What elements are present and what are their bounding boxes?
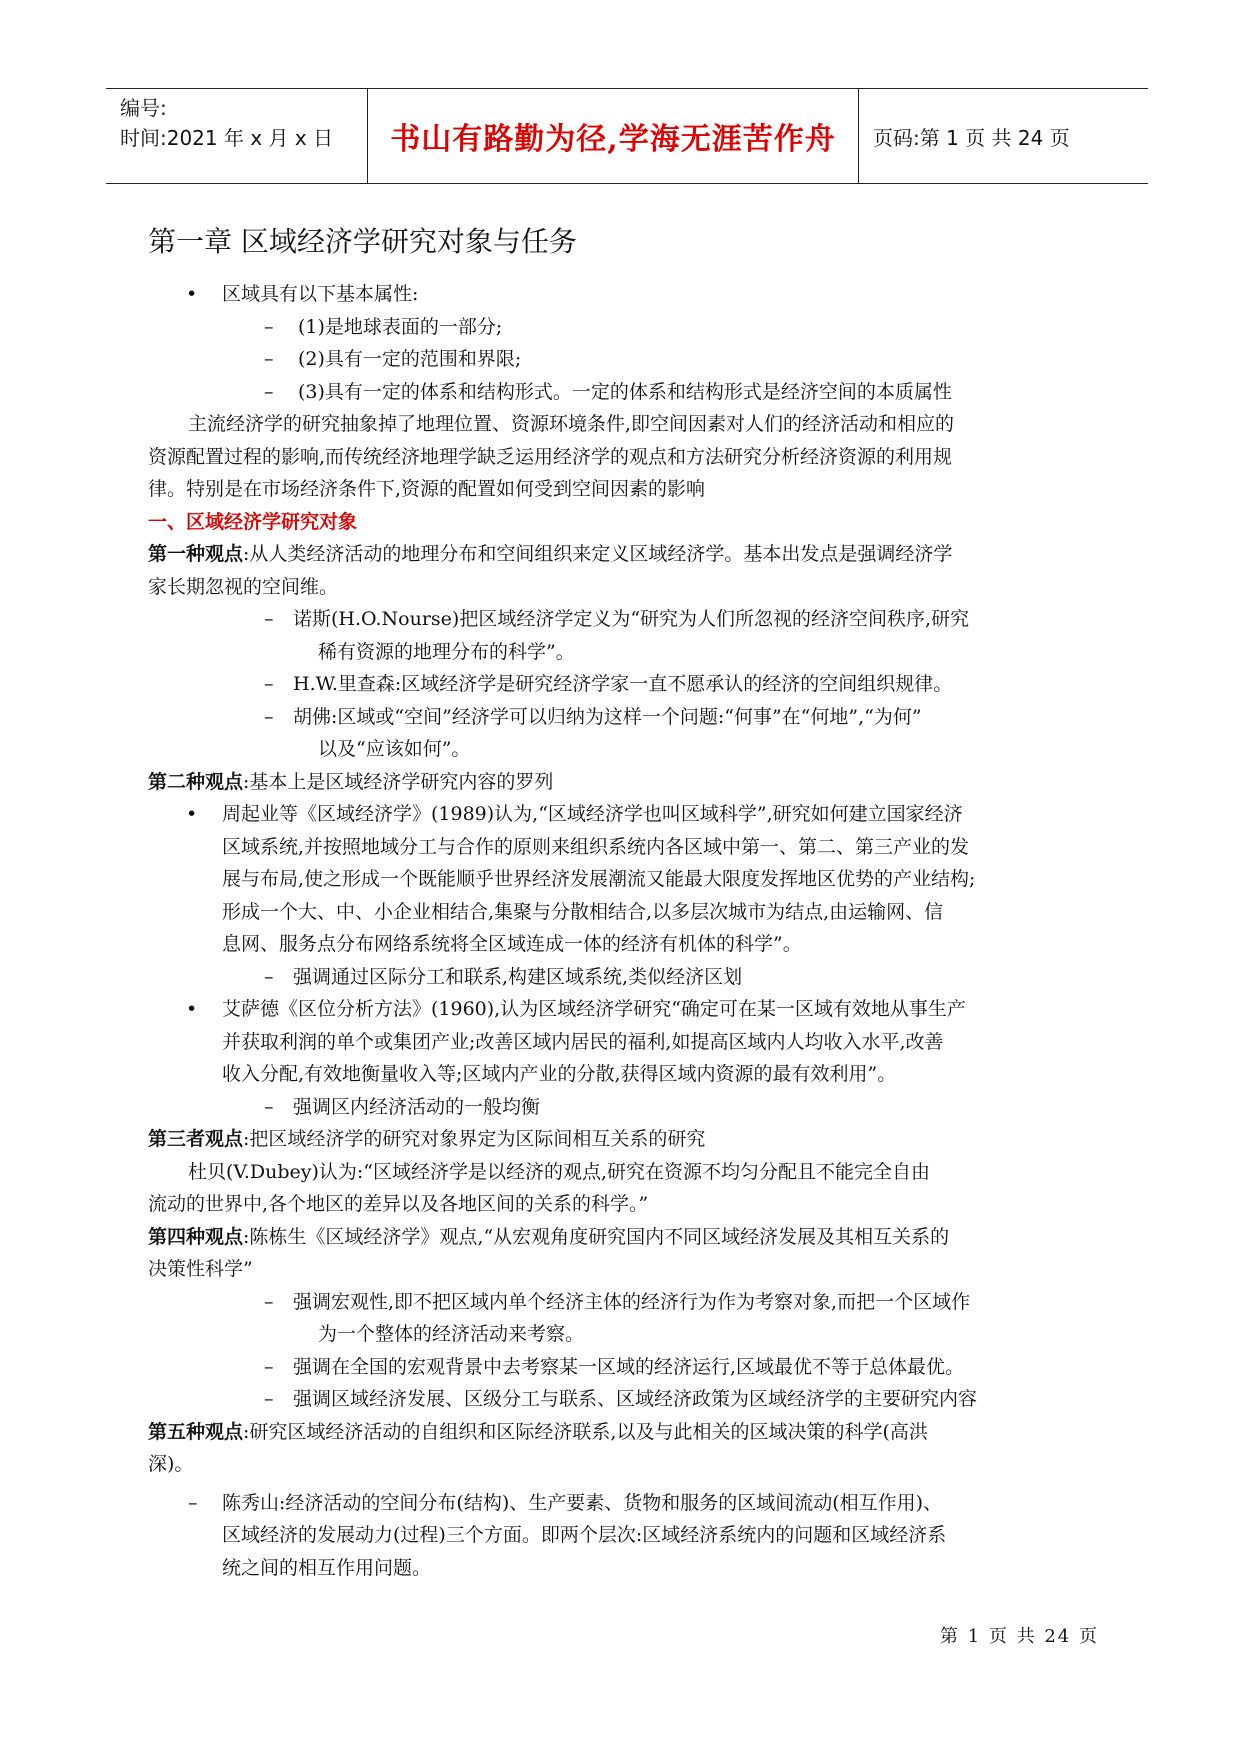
page-footer: 第 1 页 共 24 页 — [940, 1626, 1099, 1647]
paragraph-line — [148, 1221, 1108, 1254]
header-motto — [368, 89, 859, 183]
viewpoint-label: 第五种观点 — [148, 1420, 244, 1443]
list-item — [148, 668, 1108, 701]
list-item — [148, 961, 1108, 994]
paragraph-text: :从人类经济活动的地理分布和空间组织来定义区域经济学。基本出发点是强调经济学 — [243, 543, 953, 565]
list-item — [148, 1351, 1108, 1384]
list-item-text: 艾萨德《区位分析方法》(1960),认为区域经济学研究“确定可在某一区域有效地从事生产 — [222, 998, 966, 1020]
dash-mark: – — [264, 1355, 274, 1378]
list-item — [148, 278, 1108, 311]
paragraph-line: 深)。 — [148, 1453, 194, 1475]
list-item — [148, 603, 1108, 636]
paragraph-text: :研究区域经济活动的自组织和区际经济联系,以及与此相关的区域决策的科学(高洪 — [243, 1420, 928, 1443]
bullet-mark: • — [186, 998, 198, 1020]
list-item-text: 强调宏观性,即不把区域内单个经济主体的经济行为作为考察对象,而把一个区域作 — [293, 1290, 971, 1313]
dash-mark: – — [264, 705, 274, 728]
paragraph-text: :把区域经济学的研究对象界定为区际间相互关系的研究 — [243, 1128, 706, 1150]
viewpoint-label: 第一种观点 — [148, 543, 244, 565]
header-page — [859, 89, 1148, 183]
bullet-mark: • — [186, 283, 198, 305]
list-item — [148, 376, 1108, 409]
document-body — [148, 220, 1108, 1584]
list-item — [148, 1091, 1108, 1124]
list-item-text: 强调通过区际分工和联系,构建区域系统,类似经济区划 — [293, 965, 743, 988]
viewpoint-label: 第三者观点 — [148, 1128, 244, 1150]
dash-mark: – — [264, 380, 274, 403]
header-table — [106, 88, 1148, 184]
document-time: 时间:2021 年 x 月 x 日 — [120, 126, 334, 150]
dash-mark: – — [264, 965, 274, 988]
paragraph-line: 律。特别是在市场经济条件下,资源的配置如何受到空间因素的影响 — [148, 478, 706, 500]
paragraph-line — [148, 538, 1108, 571]
list-item-text: 强调在全国的宏观背景中去考察某一区域的经济运行,区域最优不等于总体最优。 — [293, 1355, 965, 1378]
paragraph-line — [148, 1416, 1108, 1449]
paragraph-text: :陈栋生《区域经济学》观点,“从宏观角度研究国内不同区域经济发展及其相互关系的 — [243, 1225, 950, 1248]
list-item-text: 诺斯(H.O.Nourse)把区域经济学定义为“研究为人们所忽视的经济空间秩序,研究 — [293, 608, 970, 630]
paragraph-text: :基本上是区域经济学研究内容的罗列 — [243, 770, 554, 793]
list-item — [148, 701, 1108, 734]
list-item-continuation: 统之间的相互作用问题。 — [222, 1556, 432, 1579]
dash-mark: – — [264, 1388, 274, 1410]
list-item-continuation: 并获取利润的单个或集团产业;改善区域内居民的福利,如提高区域内人均收入水平,改善 — [222, 1030, 944, 1053]
list-item-continuation: 稀有资源的地理分布的科学”。 — [318, 640, 575, 663]
dash-mark: – — [264, 1290, 274, 1313]
paragraph-line: 主流经济学的研究抽象掉了地理位置、资源环境条件,即空间因素对人们的经济活动和相应的 — [188, 413, 955, 435]
list-item — [148, 343, 1108, 376]
list-item-text: 强调区域经济发展、区级分工与联系、区域经济政策为区域经济学的主要研究内容 — [293, 1388, 978, 1410]
bullet-mark: • — [186, 803, 198, 825]
dash-mark: – — [188, 1491, 198, 1514]
page-indicator: 页码:第 1 页 共 24 页 — [873, 125, 1070, 150]
list-item — [148, 1383, 1108, 1416]
list-item — [148, 993, 1108, 1026]
dash-mark: – — [264, 608, 274, 630]
list-item-continuation: 为一个整体的经济活动来考察。 — [318, 1323, 585, 1345]
list-item-text: 胡佛:区域或“空间”经济学可以归纳为这样一个问题:“何事”在“何地”,“为何” — [293, 705, 922, 728]
dash-mark: – — [264, 315, 274, 338]
paragraph-line: 资源配置过程的影响,而传统经济地理学缺乏运用经济学的观点和方法研究分析经济资源的利用规 — [148, 445, 953, 468]
list-item-continuation: 区域经济的发展动力(过程)三个方面。即两个层次:区域经济系统内的问题和区域经济系 — [222, 1524, 947, 1546]
list-item-text: H.W.里查森:区域经济学是研究经济学家一直不愿承认的经济的空间组织规律。 — [293, 673, 953, 695]
list-item-continuation: 形成一个大、中、小企业相结合,集聚与分散相结合,以多层次城市为结点,由运输网、信 — [222, 900, 944, 923]
paragraph-line — [148, 1123, 1108, 1156]
header-meta — [106, 89, 368, 183]
section-heading: 一、区域经济学研究对象 — [148, 510, 358, 533]
dash-mark: – — [264, 673, 274, 695]
list-item-text: 强调区内经济活动的一般均衡 — [293, 1095, 541, 1118]
list-item-text: 周起业等《区域经济学》(1989)认为,“区域经济学也叫区域科学”,研究如何建立国家经济 — [222, 803, 963, 825]
list-item-continuation: 区域系统,并按照地域分工与合作的原则来组织系统内各区域中第一、第二、第三产业的发 — [222, 835, 970, 858]
list-item-text: (3)具有一定的体系和结构形式。一定的体系和结构形式是经济空间的本质属性 — [298, 380, 952, 403]
document-number: 编号: — [120, 96, 167, 120]
viewpoint-label: 第二种观点 — [148, 770, 244, 793]
paragraph-line — [148, 766, 1108, 799]
list-item-continuation: 收入分配,有效地衡量收入等;区域内产业的分散,获得区域内资源的最有效利用”。 — [222, 1063, 897, 1085]
paragraph-line: 流动的世界中,各个地区的差异以及各地区间的关系的科学。” — [148, 1193, 649, 1215]
motto-text: 书山有路勤为径,学海无涯苦作舟 — [390, 122, 836, 157]
viewpoint-label: 第四种观点 — [148, 1225, 244, 1248]
dash-mark: – — [264, 348, 274, 370]
list-item-text: 陈秀山:经济活动的空间分布(结构)、生产要素、货物和服务的区域间流动(相互作用)、 — [222, 1491, 943, 1514]
list-item — [148, 1286, 1108, 1319]
paragraph-line: 家长期忽视的空间维。 — [148, 575, 339, 598]
list-item-text: (2)具有一定的范围和界限; — [298, 348, 522, 370]
list-item-continuation: 展与布局,使之形成一个既能顺乎世界经济发展潮流又能最大限度发挥地区优势的产业结构; — [222, 868, 976, 890]
dash-mark: – — [264, 1095, 274, 1118]
chapter-title: 第一章 区域经济学研究对象与任务 — [148, 225, 577, 258]
list-item-text: 区域具有以下基本属性: — [222, 283, 419, 305]
list-item-text: (1)是地球表面的一部分; — [298, 315, 503, 338]
list-item — [148, 798, 1108, 831]
paragraph-line: 决策性科学” — [148, 1258, 253, 1280]
list-item-continuation: 以及“应该如何”。 — [318, 738, 471, 760]
paragraph-line: 杜贝(V.Dubey)认为:“区域经济学是以经济的观点,研究在资源不均匀分配且不能完全自由 — [188, 1160, 931, 1183]
list-item-continuation: 息网、服务点分布网络系统将全区域连成一体的经济有机体的科学”。 — [222, 933, 802, 955]
list-item — [148, 311, 1108, 344]
list-item — [148, 1487, 1108, 1520]
